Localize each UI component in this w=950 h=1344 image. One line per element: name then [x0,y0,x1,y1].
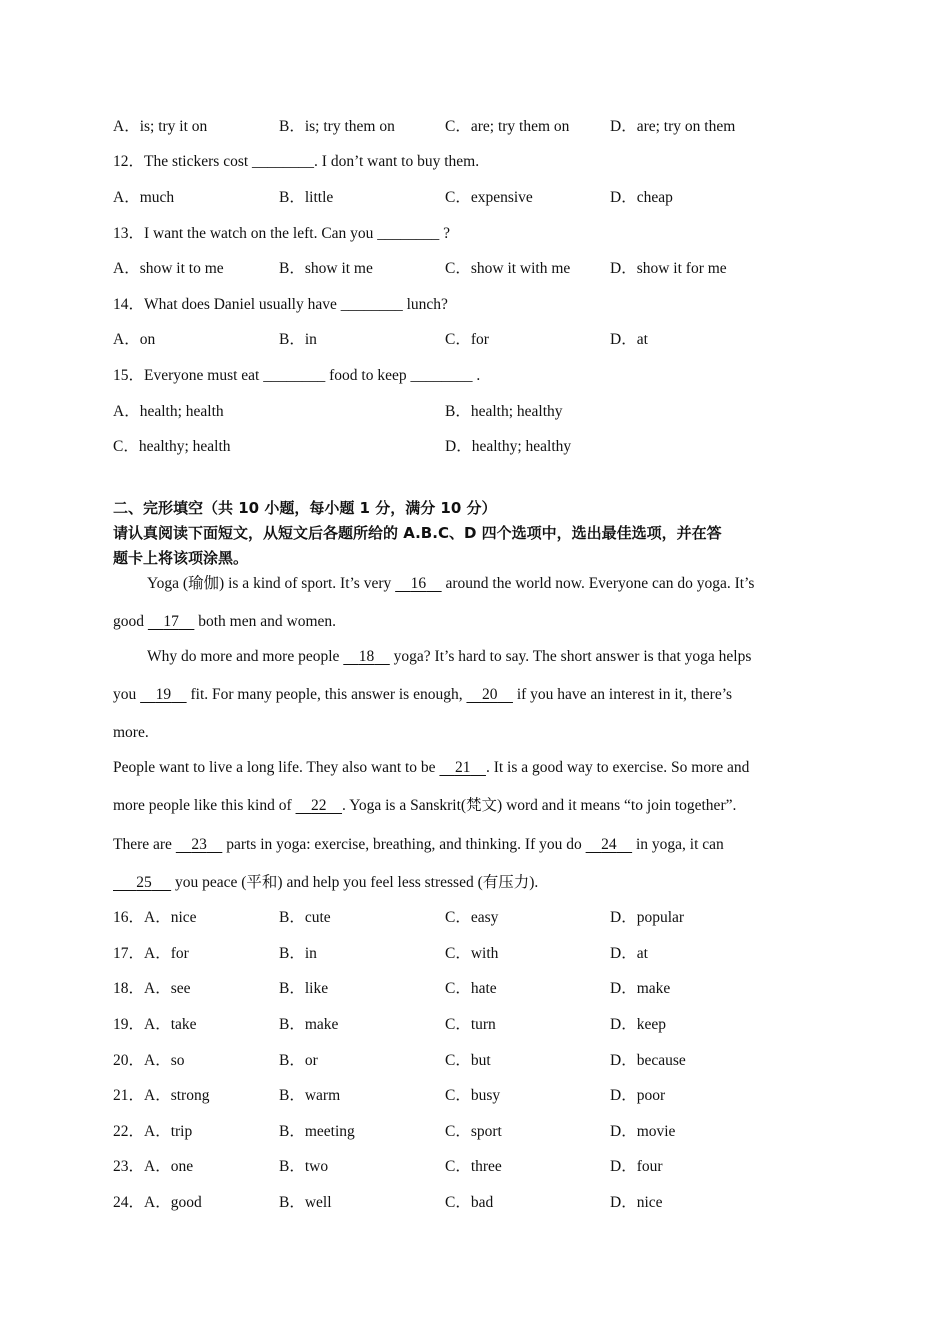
passage-line-2 [113,612,837,632]
passage-text: fit. For many people, this answer is enough, [186,686,467,703]
passage-line-6 [113,758,837,778]
q17-option-b[interactable]: B．in [279,945,317,962]
q13-option-a[interactable]: A．show it to me [113,260,224,277]
passage-text: both men and women. [194,613,337,630]
blank-22 [296,797,343,814]
q23-option-d[interactable]: D．four [610,1158,663,1175]
q13-option-c[interactable]: C．show it with me [445,260,571,277]
q17-option-d[interactable]: D．at [610,945,648,962]
blank-number: 18 [358,648,375,665]
passage-line-9 [113,873,837,893]
blank-25 [113,874,171,891]
q24-option-d[interactable]: D．nice [610,1194,663,1211]
q24-option-c[interactable]: C．bad [445,1194,494,1211]
blank-number: 19 [155,686,172,703]
passage-text: People want to live a long life. They also want to be [113,759,440,776]
passage-line-7 [113,796,837,816]
q22-option-c[interactable]: C．sport [445,1123,502,1140]
section-instruction-2: 题卡上将该项涂黑。 [113,549,249,567]
q12-option-c[interactable]: C．expensive [445,189,533,206]
q24-option-b[interactable]: B．well [279,1194,332,1211]
passage-line-5 [113,723,837,743]
q14-option-a[interactable]: A．on [113,331,156,348]
q14-option-b[interactable]: B．in [279,331,317,348]
blank-number: 24 [601,836,617,853]
q20-option-d[interactable]: D．because [610,1052,686,1069]
passage-text: parts in yoga: exercise, breathing, and thinking. If you do [222,836,586,853]
passage-text: if you have an interest in it, there’s [512,686,733,703]
passage-text: more. [113,724,149,741]
q23-option-c[interactable]: C．three [445,1158,502,1175]
q12-option-d[interactable]: D．cheap [610,189,673,206]
passage-line-1 [147,574,871,594]
blank-21 [439,759,486,776]
q21-option-d[interactable]: D．poor [610,1087,666,1104]
q21-option-a[interactable]: 21．A．strong [113,1087,210,1104]
blank-number: 22 [311,797,327,814]
passage-line-8 [113,835,837,855]
passage-text: more people like this kind of [113,797,296,814]
blank-24 [586,836,633,853]
q19-option-b[interactable]: B．make [279,1016,339,1033]
q18-option-a[interactable]: 18．A．see [113,980,191,997]
q22-option-b[interactable]: B．meeting [279,1123,355,1140]
q23-option-b[interactable]: B．two [279,1158,329,1175]
q15-option-d[interactable]: D．healthy; healthy [445,438,572,455]
blank-number: 17 [163,613,179,630]
passage-text: you [113,686,141,703]
q21-option-b[interactable]: B．warm [279,1087,341,1104]
passage-line-3 [147,647,871,667]
q14-stem: 14．What does Daniel usually have ________ lunch? [113,296,448,313]
q17-option-a[interactable]: 17．A．for [113,945,189,962]
q16-option-d[interactable]: D．popular [610,909,685,926]
q11-option-d[interactable]: D．are; try on them [610,118,736,135]
q15-option-a[interactable]: A．health; health [113,403,224,420]
q16-option-b[interactable]: B．cute [279,909,331,926]
q12-option-a[interactable]: A．much [113,189,175,206]
q18-option-c[interactable]: C．hate [445,980,497,997]
passage-text: yoga? It’s hard to say. The short answer is that yoga helps [389,648,752,665]
q22-option-a[interactable]: 22．A．trip [113,1123,193,1140]
q15-option-c[interactable]: C．healthy; health [113,438,231,455]
passage-text: Yoga (瑜伽) is a kind of sport. It’s very [147,575,396,592]
blank-19 [140,686,187,703]
passage-text: in yoga, it can [632,836,724,853]
q15-option-b[interactable]: B．health; healthy [445,403,563,420]
q14-option-d[interactable]: D．at [610,331,648,348]
passage-text: . It is a good way to exercise. So more and [485,759,750,776]
q19-option-c[interactable]: C．turn [445,1016,496,1033]
blank-18 [343,648,390,665]
blank-17 [148,613,195,630]
q17-option-c[interactable]: C．with [445,945,499,962]
q18-option-b[interactable]: B．like [279,980,329,997]
q20-option-b[interactable]: B．or [279,1052,318,1069]
blank-number: 21 [454,759,471,776]
q13-option-b[interactable]: B．show it me [279,260,373,277]
q15-stem: 15．Everyone must eat ________ food to keep ________ . [113,367,481,384]
q21-option-c[interactable]: C．busy [445,1087,501,1104]
blank-number: 23 [191,836,207,853]
q24-option-a[interactable]: 24．A．good [113,1194,202,1211]
q13-option-d[interactable]: D．show it for me [610,260,727,277]
q11-option-b[interactable]: B．is; try them on [279,118,395,135]
passage-line-4 [113,685,837,705]
passage-text: There are [113,836,176,853]
section-instruction-1: 请认真阅读下面短文，从短文后各题所给的 A.B.C、D 四个选项中，选出最佳选项，并在答 [113,524,722,542]
blank-23 [176,836,223,853]
q12-option-b[interactable]: B．little [279,189,334,206]
q19-option-a[interactable]: 19．A．take [113,1016,197,1033]
passage-text: Why do more and more people [147,648,344,665]
q16-option-a[interactable]: 16．A．nice [113,909,197,926]
q18-option-d[interactable]: D．make [610,980,671,997]
q11-option-a[interactable]: A．is; try it on [113,118,208,135]
q23-option-a[interactable]: 23．A．one [113,1158,194,1175]
passage-text: you peace (平和) and help you feel less stressed (有压力). [171,874,539,891]
q22-option-d[interactable]: D．movie [610,1123,676,1140]
blank-number: 25 [136,874,152,891]
q13-stem: 13．I want the watch on the left. Can you ________ ? [113,225,451,242]
q20-option-a[interactable]: 20．A．so [113,1052,185,1069]
passage-text: good [113,613,148,630]
blank-16 [395,575,442,592]
q20-option-c[interactable]: C．but [445,1052,491,1069]
section-title: 二、完形填空（共 10 小题，每小题 1 分，满分 10 分） [113,499,497,517]
q14-option-c[interactable]: C．for [445,331,489,348]
q16-option-c[interactable]: C．easy [445,909,499,926]
passage-text: . Yoga is a Sanskrit(梵文) word and it means “to join together”. [342,797,737,814]
blank-number: 16 [410,575,427,592]
q19-option-d[interactable]: D．keep [610,1016,666,1033]
q11-option-c[interactable]: C．are; try them on [445,118,570,135]
passage-text: around the world now. Everyone can do yoga. It’s [441,575,755,592]
q12-stem: 12．The stickers cost ________. I don’t want to buy them. [113,153,480,170]
blank-20 [466,686,513,703]
blank-number: 20 [481,686,498,703]
